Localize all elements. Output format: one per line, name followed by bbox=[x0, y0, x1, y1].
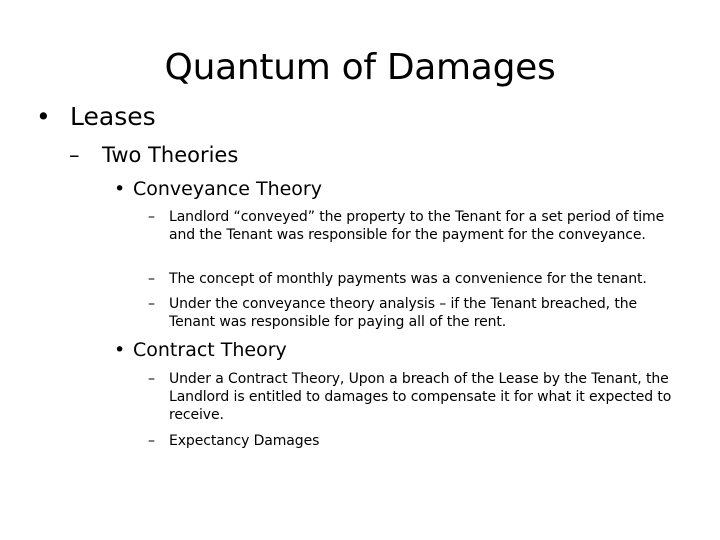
sub-bullet-monthly-payments bbox=[148, 270, 678, 288]
sub-bullet-text: Expectancy Damages bbox=[169, 433, 320, 449]
bullet-marker: • bbox=[114, 178, 126, 200]
sub-bullet-conveyance-analysis bbox=[148, 295, 678, 331]
bullet-marker: • bbox=[114, 339, 126, 361]
dash-marker: – bbox=[148, 296, 155, 312]
bullet-two-theories bbox=[69, 139, 669, 172]
slide-title: Quantum of Damages bbox=[164, 47, 556, 88]
dash-marker: – bbox=[148, 433, 155, 449]
dash-marker: – bbox=[69, 143, 80, 167]
bullet-contract-theory bbox=[114, 336, 674, 364]
sub-bullet-expectancy-damages bbox=[148, 432, 678, 450]
sub-bullet-contract-breach bbox=[148, 370, 678, 424]
sub-bullet-text: Landlord “conveyed” the property to the Tenant for a set period of time and the Tenant was responsible for the payment for the conveyance. bbox=[169, 209, 665, 243]
bullet-text-leases: Leases bbox=[70, 102, 156, 131]
bullet-text-contract-theory: Contract Theory bbox=[133, 339, 287, 361]
sub-bullet-text: Under the conveyance theory analysis – if the Tenant breached, the Tenant was responsible for paying all of the rent. bbox=[169, 296, 638, 330]
bullet-text-two-theories: Two Theories bbox=[102, 143, 239, 167]
dash-marker: – bbox=[148, 209, 155, 225]
bullet-leases bbox=[36, 99, 676, 135]
bullet-conveyance-theory bbox=[114, 175, 674, 203]
dash-marker: – bbox=[148, 271, 155, 287]
sub-bullet-conveyed bbox=[148, 208, 678, 244]
sub-bullet-text: The concept of monthly payments was a convenience for the tenant. bbox=[169, 271, 647, 287]
bullet-marker: • bbox=[36, 102, 51, 131]
dash-marker: – bbox=[148, 371, 155, 387]
sub-bullet-text: Under a Contract Theory, Upon a breach of the Lease by the Tenant, the Landlord is entitled to damages to compensate it for what it expected to receive. bbox=[169, 371, 672, 423]
bullet-text-conveyance-theory: Conveyance Theory bbox=[133, 178, 322, 200]
